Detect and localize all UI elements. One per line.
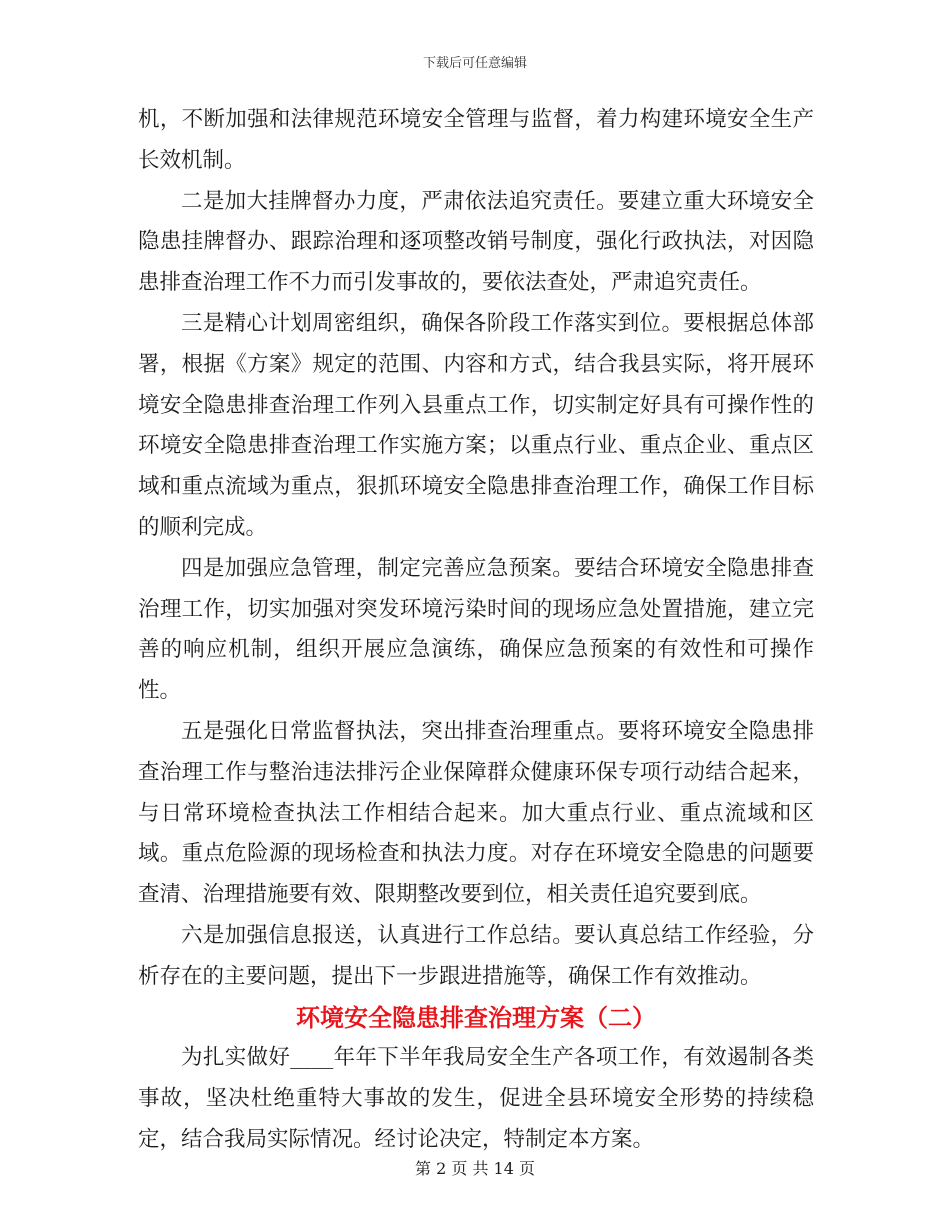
paragraph-item-6: 六是加强信息报送，认真进行工作总结。要认真总结工作经验，分析存在的主要问题，提出下一步跟进措施等，确保工作有效推动。 [138,922,814,989]
page-footer: 第 2 页 共 14 页 [415,1159,535,1178]
paragraph-continuation: 机，不断加强和法律规范环境安全管理与监督，着力构建环境安全生产长效机制。 [138,107,814,173]
document-body [138,100,814,1161]
section-title: 环境安全隐患排查治理方案（二） [296,1002,656,1032]
page-header: 下载后可任意编辑 [422,56,527,71]
section-intro-paragraph: 为扎实做好____年年下半年我局安全生产各项工作，有效遏制各类事故，坚决杜绝重特大事故的发生，促进全县环境安全形势的持续稳定，结合我局实际情况。经讨论决定，特制定本方案。 [138,1045,814,1152]
paragraph-item-4: 四是加强应急管理，制定完善应急预案。要结合环境安全隐患排查治理工作，切实加强对突发环境污染时间的现场应急处置措施，建立完善的响应机制，组织开展应急演练，确保应急预案的有效性和可操作性。 [138,555,814,704]
paragraph-item-3: 三是精心计划周密组织，确保各阶段工作落实到位。要根据总体部署，根据《方案》规定的范围、内容和方式，结合我县实际，将开展环境安全隐患排查治理工作列入县重点工作，切实制定好具有可操作性的环境安全隐患排查治理工作实施方案；以重点行业、重点企业、重点区域和重点流域为重点，狠抓环境安全隐患排查治理工作，确保工作目标的顺利完成。 [138,310,814,540]
paragraph-item-5: 五是强化日常监督执法，突出排查治理重点。要将环境安全隐患排查治理工作与整治违法排污企业保障群众健康环保专项行动结合起来，与日常环境检查执法工作相结合起来。加大重点行业、重点流域和区域。重点危险源的现场检查和执法力度。对存在环境安全隐患的问题要查清、治理措施要有效、限期整改要到位，相关责任追究要到底。 [138,718,814,908]
paragraph-item-2: 二是加大挂牌督办力度，严肃依法追究责任。要建立重大环境安全隐患挂牌督办、跟踪治理和逐项整改销号制度，强化行政执法，对因隐患排查治理工作不力而引发事故的，要依法查处，严肃追究责任。 [138,188,814,296]
